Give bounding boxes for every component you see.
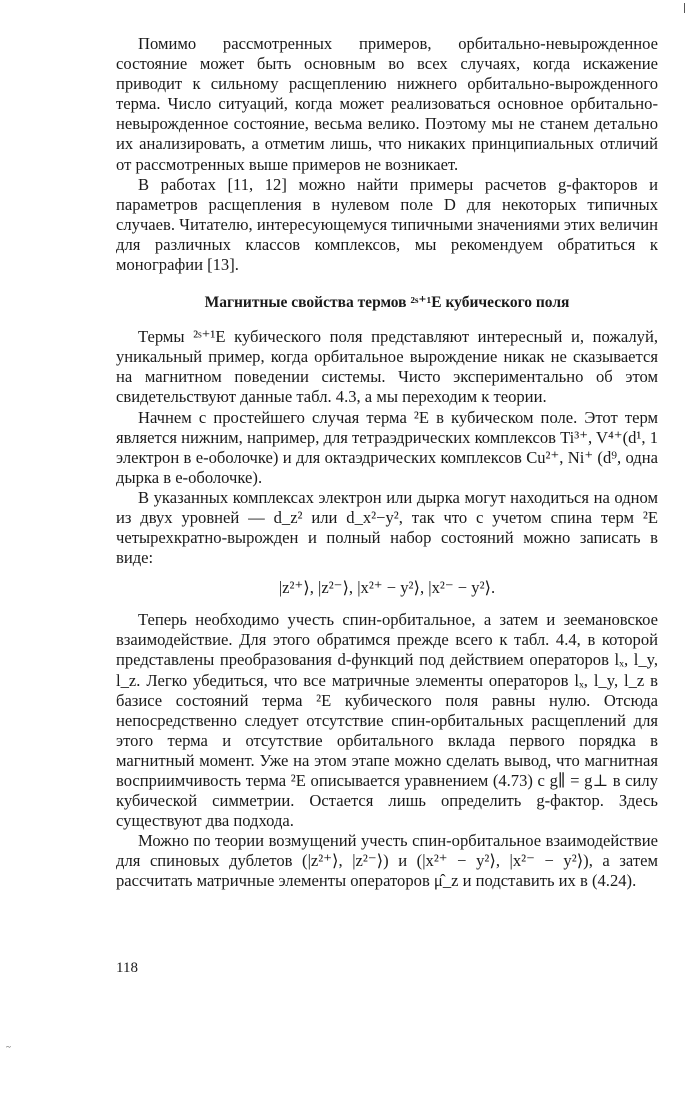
paragraph-5: В указанных комплексах электрон или дырка могут находиться на одном из двух уровней — d_z² или d_x²−y², так что с учетом спина терм ²E четырехкратно-вырожден и полный набор состояний можно записать в виде: — [116, 487, 658, 568]
section-title: Магнитные свойства термов ²ˢ⁺¹E кубического поля — [204, 294, 570, 312]
page-number: 118 — [116, 960, 138, 976]
paragraph-2: В работах [11, 12] можно найти примеры расчетов g-факторов и параметров расщепления в нулевом поле D для некоторых типичных случаев. Читателю, интересующемуся типичными значениями этих величин для различных классов комплексов, мы рекомендуем обратиться к монографии [13]. — [116, 174, 658, 275]
paragraph-1: Помимо рассмотренных примеров, орбитально-невырожденное состояние может быть основным во всех случаях, когда искажение приводит к сильному расщеплению нижнего орбитально-вырожденного терма. Число ситуаций, когда может реализоваться основное орбитально-невырожденное состояние, весьма велико. Поэтому мы не станем детально их анализировать, а отметим лишь, что никаких принципиальных отличий от рассмотренных выше примеров не возникает. — [116, 34, 658, 174]
paragraph-4: Начнем с простейшего случая терма ²E в кубическом поле. Этот терм является нижним, например, для тетраэдрических комплексов Ti³⁺, V⁴⁺(d¹, 1 электрон в e-оболочке) и для октаэдрических комплексов Cu²⁺, Ni⁺ (d⁹, одна дырка в e-оболочке). — [116, 407, 658, 487]
scan-mark — [684, 3, 685, 13]
scan-smudge: ~ — [6, 1042, 11, 1052]
page-body — [116, 34, 658, 892]
state-basis-formula: |z²⁺⟩, |z²⁻⟩, |x²⁺ − y²⟩, |x²⁻ − y²⟩. — [278, 578, 496, 598]
paragraph-6: Теперь необходимо учесть спин-орбитальное, а затем и зеемановское взаимодействие. Для этого обратимся прежде всего к табл. 4.4, в которой представлены преобразования d-функций под действием операторов lₓ, l_y, l_z. Легко убедиться, что все матричные элементы операторов lₓ, l_y, l_z в базисе состояний терма ²E кубического поля равны нулю. Отсюда непосредственно следует отсутствие спин-орбитальных расщеплений для этого терма и отсутствие орбитального вклада первого порядка в магнитный момент. Уже на этом этапе можно сделать вывод, что магнитная восприимчивость терма ²E описывается уравнением (4.73) с g∥ = g⊥ в силу кубической симметрии. Остается лишь определить g-фактор. Здесь существуют два подхода. — [116, 610, 658, 831]
paragraph-3: Термы ²ˢ⁺¹E кубического поля представляют интересный и, пожалуй, уникальный пример, когда орбитальное вырождение никак не сказывается на магнитном поведении системы. Чисто экспериментально об этом свидетельствуют данные табл. 4.3, а мы переходим к теории. — [116, 327, 658, 407]
paragraph-7: Можно по теории возмущений учесть спин-орбитальное взаимодействие для спиновых дублетов (|z²⁺⟩, |z²⁻⟩) и (|x²⁺ − y²⟩, |x²⁻ − y²⟩), а затем рассчитать матричные элементы операторов μ̂_z и подставить их в (4.24). — [116, 831, 658, 891]
